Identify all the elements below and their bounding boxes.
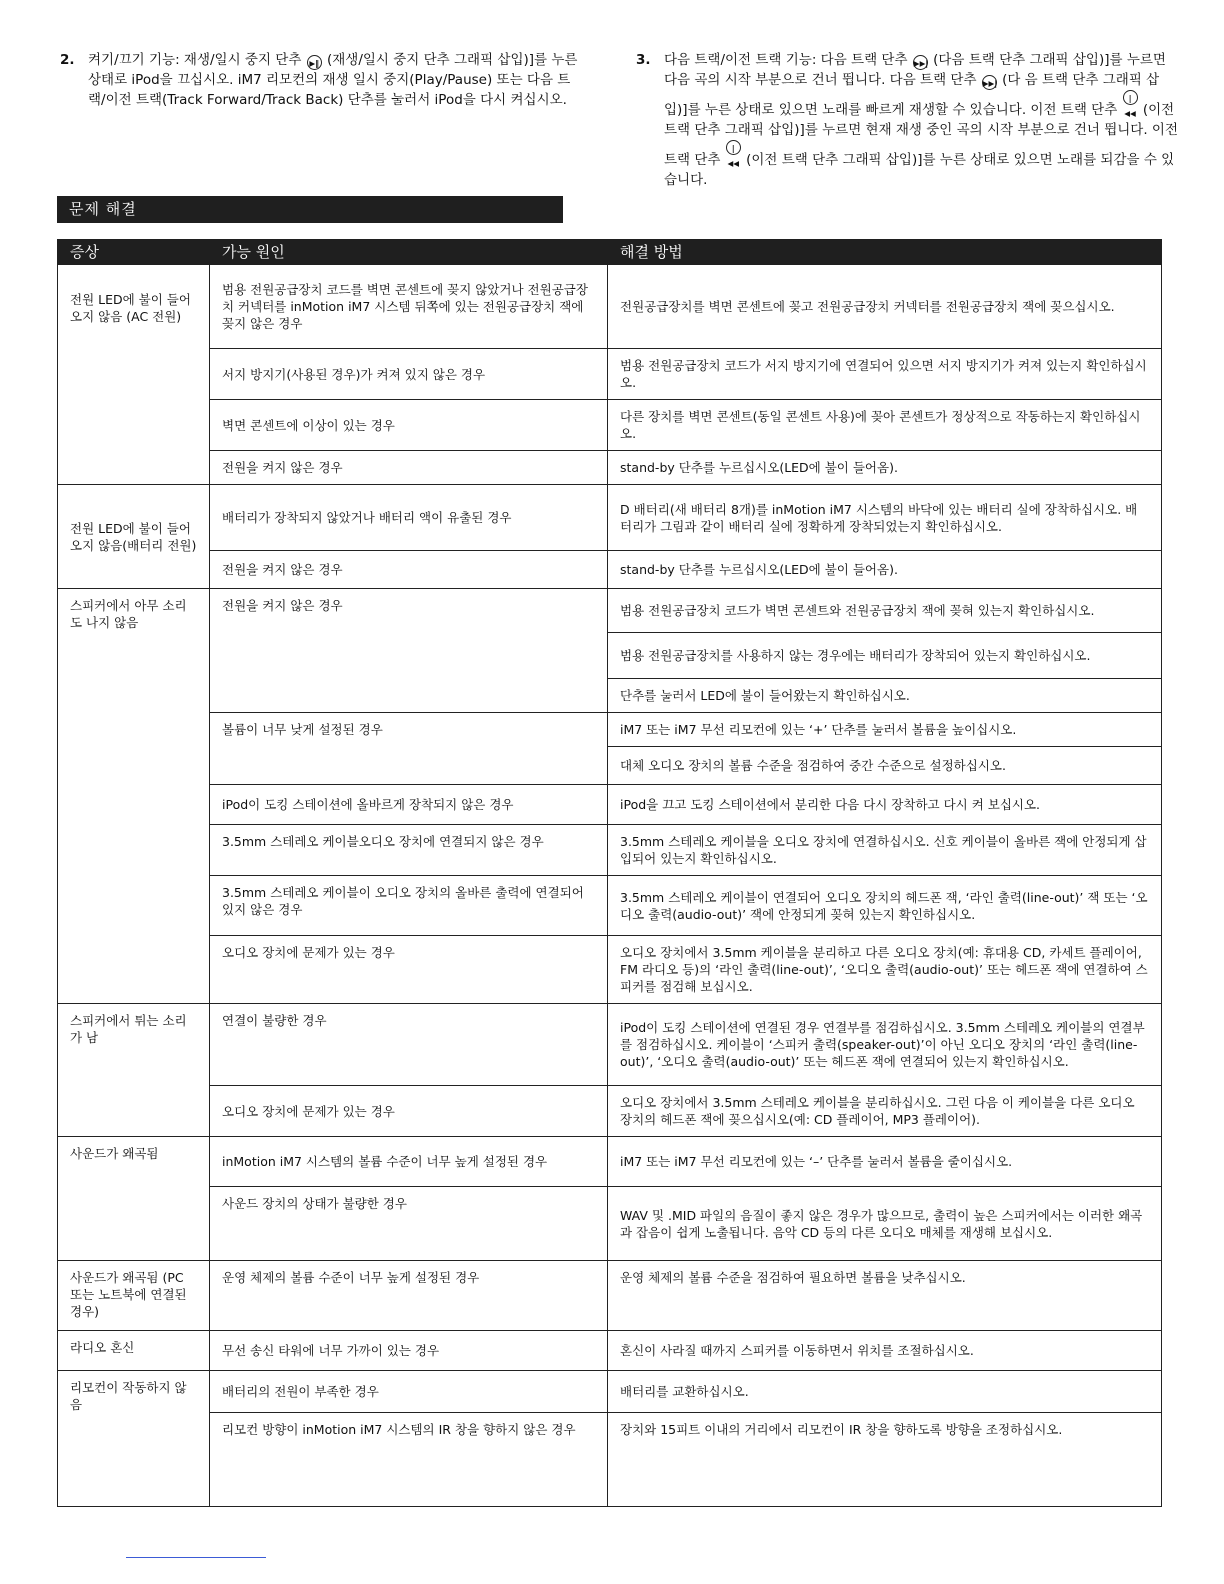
solution-cell: 배터리를 교환하십시오. — [608, 1371, 1162, 1413]
cause-cell: 연결이 불량한 경우 — [210, 1004, 608, 1086]
solution-cell: iM7 또는 iM7 무선 리모컨에 있는 ‘+’ 단추를 눌러서 볼륨을 높이십시오. — [608, 713, 1162, 747]
symptom-cell: 사운드가 왜곡됨 (PC 또는 노트북에 연결된 경우) — [58, 1261, 210, 1331]
cause-cell: 3.5mm 스테레오 케이블이 오디오 장치의 올바른 출력에 연결되어 있지 않은 경우 — [210, 876, 608, 936]
table-row — [58, 713, 1162, 747]
symptom-cell: 전원 LED에 불이 들어오지 않음 (AC 전원) — [58, 265, 210, 485]
solution-cell: 범용 전원공급장치 코드가 서지 방지기에 연결되어 있으면 서지 방지기가 켜져 있는지 확인하십시오. — [608, 349, 1162, 400]
cause-cell: 배터리가 장착되지 않았거나 배터리 액이 유출된 경우 — [210, 485, 608, 551]
table-row — [58, 876, 1162, 936]
solution-cell: 대체 오디오 장치의 볼륨 수준을 점검하여 중간 수준으로 설정하십시오. — [608, 747, 1162, 785]
solution-cell: WAV 및 .MID 파일의 음질이 좋지 않은 경우가 많으므로, 출력이 높은 스피커에서는 이러한 왜곡과 잡음이 쉽게 노출됩니다. 음악 CD 등의 다른 오디오 매체를 재생해 보십시오. — [608, 1187, 1162, 1261]
intro-right — [636, 50, 1181, 190]
cause-cell: inMotion iM7 시스템의 볼륨 수준이 너무 높게 설정된 경우 — [210, 1137, 608, 1187]
solution-cell: iPod이 도킹 스테이션에 연결된 경우 연결부를 점검하십시오. 3.5mm 스테레오 케이블의 연결부를 점검하십시오. 케이블이 ‘스피커 출력(speaker-out)’이 아닌 오디오 장치의 ‘라인 출력(line-out)’, ‘오디오 출력(audio-out)’ 또는 헤드폰 잭에 연결되어 있는지 확인하십시오. — [608, 1004, 1162, 1086]
solution-cell: 단추를 눌러서 LED에 불이 들어왔는지 확인하십시오. — [608, 679, 1162, 713]
table-row — [58, 485, 1162, 551]
cause-cell: 전원을 켜지 않은 경우 — [210, 589, 608, 713]
troubleshooting-table — [57, 239, 1162, 1507]
table-row — [58, 1004, 1162, 1086]
solution-cell: 장치와 15피트 이내의 거리에서 리모컨이 IR 창을 향하도록 방향을 조정하십시오. — [608, 1413, 1162, 1507]
step-text: 다음 트랙/이전 트랙 기능: 다음 트랙 단추 ▶▶| (다음 트랙 단추 그래픽 삽입)]를 누르면 다음 곡의 시작 부분으로 건너 뜁니다. 다음 트랙 단추 ▶▶| (다 음 트랙 단추 그래픽 삽입)]를 누른 상태로 있으면 노래를 빠르게 재생할 수 있습니다. 이전 트랙 단추 |◀◀ (이전 트랙 단추 그래픽 삽입)]를 누르면 현재 재생 중인 곡의 시작 부분으로 건너 뜁니다. 이전 트랙 단추 |◀◀ (이전 트랙 단추 그래픽 삽입)]를 누른 상태로 있으면 노래를 되감을 수 있습니다. — [664, 52, 1179, 188]
header-symptom: 증상 — [58, 240, 210, 265]
solution-cell: iM7 또는 iM7 무선 리모컨에 있는 ‘–’ 단추를 눌러서 볼륨을 줄이십시오. — [608, 1137, 1162, 1187]
cause-cell: 볼륨이 너무 낮게 설정된 경우 — [210, 713, 608, 785]
solution-cell: 오디오 장치에서 3.5mm 케이블을 분리하고 다른 오디오 장치(예: 휴대용 CD, 카세트 플레이어, FM 라디오 등)의 ‘라인 출력(line-out)’, ‘오디오 출력(audio-out)’ 또는 헤드폰 잭에 연결하여 스피커를 점검해 보십시오. — [608, 936, 1162, 1004]
table-row — [58, 1371, 1162, 1413]
step-number: 2. — [60, 52, 75, 68]
section-title: 문제 해결 — [57, 196, 563, 223]
table-row — [58, 265, 1162, 349]
next-track-icon: ▶▶| — [982, 75, 997, 90]
cause-cell: 배터리의 전원이 부족한 경우 — [210, 1371, 608, 1413]
table-row — [58, 451, 1162, 485]
symptom-cell: 스피커에서 아무 소리도 나지 않음 — [58, 589, 210, 1004]
play-pause-icon: ▶‖ — [307, 55, 322, 70]
cause-cell: 리모컨 방향이 inMotion iM7 시스템의 IR 창을 향하지 않은 경우 — [210, 1413, 608, 1507]
cause-cell: 3.5mm 스테레오 케이블오디오 장치에 연결되지 않은 경우 — [210, 825, 608, 876]
cause-cell: 서지 방지기(사용된 경우)가 켜져 있지 않은 경우 — [210, 349, 608, 400]
cause-cell: iPod이 도킹 스테이션에 올바르게 장착되지 않은 경우 — [210, 785, 608, 825]
solution-cell: 운영 체제의 볼륨 수준을 점검하여 필요하면 볼륨을 낮추십시오. — [608, 1261, 1162, 1331]
previous-track-icon: |◀◀ — [726, 140, 741, 155]
solution-cell: D 배터리(새 배터리 8개)를 inMotion iM7 시스템의 바닥에 있는 배터리 실에 장착하십시오. 배터리가 그림과 같이 배터리 실에 정확하게 장착되었는지 확인하십시오. — [608, 485, 1162, 551]
symptom-cell: 스피커에서 튀는 소리가 남 — [58, 1004, 210, 1137]
table-row — [58, 589, 1162, 633]
table-row — [58, 936, 1162, 1004]
symptom-cell: 사운드가 왜곡됨 — [58, 1137, 210, 1261]
solution-cell: 범용 전원공급장치 코드가 벽면 콘센트와 전원공급장치 잭에 꽂혀 있는지 확인하십시오. — [608, 589, 1162, 633]
table-row — [58, 1187, 1162, 1261]
table-row — [58, 1086, 1162, 1137]
symptom-cell: 전원 LED에 불이 들어오지 않음(배터리 전원) — [58, 485, 210, 589]
next-track-icon: ▶▶| — [913, 55, 928, 70]
table-row — [58, 1331, 1162, 1371]
cause-cell: 벽면 콘센트에 이상이 있는 경우 — [210, 400, 608, 451]
step-number: 3. — [636, 52, 651, 68]
solution-cell: 혼신이 사라질 때까지 스피커를 이동하면서 위치를 조절하십시오. — [608, 1331, 1162, 1371]
cause-cell: 운영 체제의 볼륨 수준이 너무 높게 설정된 경우 — [210, 1261, 608, 1331]
table-row — [58, 1413, 1162, 1507]
table-row — [58, 825, 1162, 876]
symptom-cell: 리모컨이 작동하지 않음 — [58, 1371, 210, 1507]
intro-left — [60, 50, 580, 110]
symptom-cell: 라디오 혼신 — [58, 1331, 210, 1371]
table-row — [58, 1261, 1162, 1331]
table-row — [58, 551, 1162, 589]
header-cause: 가능 원인 — [210, 240, 608, 265]
table-row — [58, 1137, 1162, 1187]
header-solution: 해결 방법 — [608, 240, 1162, 265]
solution-cell: 3.5mm 스테레오 케이블을 오디오 장치에 연결하십시오. 신호 케이블이 올바른 잭에 안정되게 삽입되어 있는지 확인하십시오. — [608, 825, 1162, 876]
table-row — [58, 349, 1162, 400]
solution-cell: iPod을 끄고 도킹 스테이션에서 분리한 다음 다시 장착하고 다시 켜 보십시오. — [608, 785, 1162, 825]
cause-cell: 전원을 켜지 않은 경우 — [210, 451, 608, 485]
table-header-row — [58, 240, 1162, 265]
solution-cell: 3.5mm 스테레오 케이블이 연결되어 오디오 장치의 헤드폰 잭, ‘라인 출력(line-out)’ 잭 또는 ‘오디오 출력(audio-out)’ 잭에 안정되게 꽂혀 있는지 확인하십시오. — [608, 876, 1162, 936]
solution-cell: stand-by 단추를 누르십시오(LED에 불이 들어옴). — [608, 451, 1162, 485]
cause-cell: 범용 전원공급장치 코드를 벽면 콘센트에 꽂지 않았거나 전원공급장치 커넥터를 inMotion iM7 시스템 뒤쪽에 있는 전원공급장치 잭에 꽂지 않은 경우 — [210, 265, 608, 349]
solution-cell: 오디오 장치에서 3.5mm 스테레오 케이블을 분리하십시오. 그런 다음 이 케이블을 다른 오디오 장치의 헤드폰 잭에 꽂으십시오(예: CD 플레이어, MP3 플레이어). — [608, 1086, 1162, 1137]
solution-cell: 다른 장치를 벽면 콘센트(동일 콘센트 사용)에 꽂아 콘센트가 정상적으로 작동하는지 확인하십시오. — [608, 400, 1162, 451]
footer-rule — [126, 1557, 266, 1558]
table-row — [58, 785, 1162, 825]
cause-cell: 오디오 장치에 문제가 있는 경우 — [210, 1086, 608, 1137]
solution-cell: 전원공급장치를 벽면 콘센트에 꽂고 전원공급장치 커넥터를 전원공급장치 잭에 꽂으십시오. — [608, 265, 1162, 349]
previous-track-icon: |◀◀ — [1123, 90, 1138, 105]
cause-cell: 전원을 켜지 않은 경우 — [210, 551, 608, 589]
cause-cell: 사운드 장치의 상태가 불량한 경우 — [210, 1187, 608, 1261]
solution-cell: 범용 전원공급장치를 사용하지 않는 경우에는 배터리가 장착되어 있는지 확인하십시오. — [608, 633, 1162, 679]
step-text: 켜기/끄기 기능: 재생/일시 중지 단추 ▶‖ (재생/일시 중지 단추 그래픽 삽입)]를 누른 상태로 iPod을 끄십시오. iM7 리모컨의 재생 일시 중지(Play/Pause) 또는 다음 트랙/이전 트랙(Track Forward/Track Back) 단추를 눌러서 iPod을 다시 켜십시오. — [88, 52, 578, 108]
solution-cell: stand-by 단추를 누르십시오(LED에 불이 들어옴). — [608, 551, 1162, 589]
table-row — [58, 400, 1162, 451]
cause-cell: 오디오 장치에 문제가 있는 경우 — [210, 936, 608, 1004]
cause-cell: 무선 송신 타워에 너무 가까이 있는 경우 — [210, 1331, 608, 1371]
